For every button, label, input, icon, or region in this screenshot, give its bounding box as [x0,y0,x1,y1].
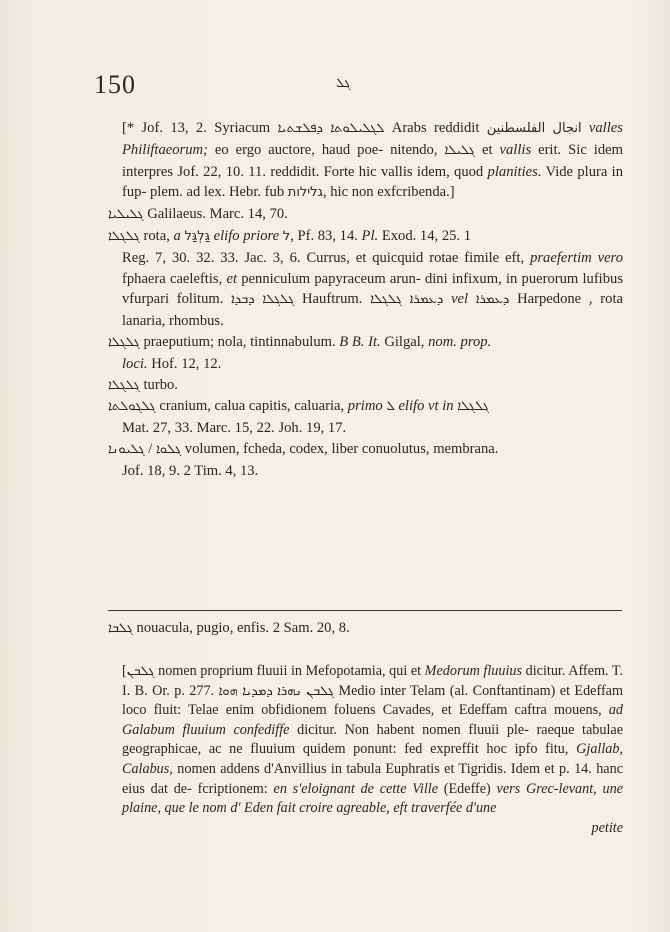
entry-text: fphaera caeleftis, [122,270,223,287]
headword: ܓܠܒܢ [126,664,155,679]
entry-text: Medio inter Telam (al. Conftantinam) et Edeffam loco fluit: Telae [122,682,624,719]
entry-italic: It. [368,333,381,350]
note-text: , hic non exfcribenda.] [322,184,455,201]
entry-rota [108,226,623,332]
headword: ܓܠܝܠܝܐ [108,207,144,223]
page-number: 150 [94,70,136,99]
entry-text: in tabula Euphratis et Tigridis. Idem et p. 14. hanc eius dat de- [122,760,623,797]
note-text: et [481,141,493,158]
entry-turbo [108,375,623,397]
entry-continuation: Mat. 27, 33. Marc. 15, 22. Joh. 19, 17. [122,420,347,437]
entry-continuation [108,354,623,375]
syriac-word: ܢܗܪܐ [277,683,302,699]
lower-entry-river [108,662,623,838]
note-italic: planities. [487,163,542,180]
entry-text: raeque tabulae geographicae, ac ne fluuium quidem ponunt: fed [122,721,624,758]
syriac-word: ܓܠܒܢ [306,683,335,699]
entry-italic: Gjallab, Calabus, [122,741,624,777]
note-text: nitendo, [390,141,438,158]
note-text: plem. ad lex. Hebr. fub [149,184,285,201]
arabic-word: الفلسطنين [486,121,546,136]
syriac-word: ܕܥܡܪܐ [475,292,510,308]
entry-text: turbo. [143,376,178,393]
syriac-word: ܓܠܓܠܐ [370,292,403,308]
entry-text: praeputium; nola, tintinnabulum. [143,333,336,350]
entry-italic: Galabum fluuium confediffe [122,721,290,738]
headword: ܓܠܓܠܐ [108,377,140,393]
entry-italic: praefertim vero [530,249,623,266]
syriac-word: ܓܠܝܠܐ [444,142,476,158]
hebrew-word: ל [282,228,291,244]
note-text: Vide plura in fup- [122,163,623,201]
entry-italic: en s'eloignant de cette Ville [273,780,439,797]
entry-italic: primo [347,398,383,415]
headword: ܓܠܓܘܠܬܐ [108,399,156,415]
note-paragraph [108,118,623,204]
headword: ܓܠܓܠܐ [108,334,140,350]
entry-text: Reg. 7, 30. 32. 33. Jac. 3, 6. Currus, et quicquid rotae fimile eft, [122,249,525,266]
hebrew-word: גלילות [287,185,323,201]
headword: ܓܠܓܠܐ [108,228,140,244]
entry-italic: Medorum [424,663,480,679]
running-head: ܓܠ [336,76,351,91]
entry-text: rhombus. [169,313,224,330]
entry-galilaeus [108,204,623,226]
entry-text: nomen proprium fluuii in Mefopotamia, qui et [158,663,422,679]
headword: ܓܠܒܐ [108,621,133,636]
note-text: erit. Sic idem interpres Jof. 22, 10. 11. [122,141,623,180]
headword: ܓܠܝܘܢܐ [108,441,145,457]
entry-praeputium [108,332,623,375]
section-divider [108,610,622,611]
entry-text: Harpedone , rota lanaria, [122,291,623,330]
entry-italic: elifo priore [213,227,280,244]
entry-italic: B B. [339,333,365,350]
entry-italic: vel [451,291,469,308]
main-text [108,118,623,482]
entry-text: enim obfidionem foluens Cavades, et Edeffam caftra mouens, [225,702,602,719]
entry-text: expreffit hoc ipfo fitu, [430,741,569,758]
entry-italic: elifo vt in [398,398,454,415]
syriac-word: ܕܦܠܫܬܝܐ [277,121,323,136]
entry-nouacula [108,618,623,640]
entry-italic: a [173,227,181,244]
entry-italic: ad [608,702,624,719]
syriac-word: ܗܘܐ [218,683,238,699]
entry-text: , Pf. 83, 14. [290,227,358,244]
note-text: eo ergo auctore, haud poe- [214,141,384,158]
syriac-word: ܠ [386,399,395,415]
entry-volumen: ܓܠܘܐ / ܓܠܝܘܢܐ volumen, fcheda, codex, liber conuolutus, membrana. Jof. 18, 9. 2 Tim. 4, 13. [108,439,623,482]
entry-italic: une plaine, que le nom d' Eden fait croire agreable, eft traverfée d'une [122,780,623,817]
entry-continuation: Jof. 18, 9. 2 Tim. 4, 13. [122,462,259,479]
catchword: petite [591,819,623,836]
entry-text: penniculum papyraceum arun- [241,270,421,287]
note-italic: vallis [499,141,532,158]
entry-text: Galilaeus. Marc. 14, 70. [147,206,288,223]
entry-italic: nom. prop. [428,333,492,350]
note-italic: valles Philiftaeorum; [122,120,623,158]
entry-text: dicitur. Non habent nomen fluuii ple- [297,721,529,738]
entry-italic: et [226,270,238,287]
note-text: [* Jof. 13, 2. Syriacum [122,120,271,136]
entry-text: dicitur. Affem. T. I. B. Or. p. 277. [122,663,624,699]
entry-text: Hauftrum. [302,291,363,308]
syriac-word: ܠܓܠܝܠܘܬܐ [330,121,385,136]
entry-text: Exod. 14, 25. 1 [381,227,472,244]
headword: ܓܠܘܐ [155,441,182,457]
entry-continuation [108,248,623,332]
entry-text: nomen addens d'Anvillius [177,760,327,777]
lower-entry-first [108,618,623,640]
syriac-word: ܓܠܓܠܐ [457,399,490,415]
hebrew-word: גַּלְגַּל [184,228,210,244]
syriac-word: ܕܡܕܝܐ [242,683,273,699]
entry-text: Gilgal, [384,333,425,350]
entry-italic: vers Grec-levant, [496,780,597,797]
entry-italic: fluuius [483,663,523,679]
entry-italic: loci. [122,355,148,372]
entry-text: dini infixum, in puerorum lufibus vfurpari folitum. [122,270,624,308]
entry-text: rota, [143,227,170,244]
entry-text: cranium, calua capitis, caluaria, [159,398,345,415]
note-text: reddidit. Forte hic vallis idem, quod [270,163,484,180]
entry-italic: Pl. [361,227,379,244]
entry-fluuius: [ܓܠܒܢ nomen proprium fluuii in Mefopotamia, qui et Medorum fluuius dicitur. Affem. T. I. B. Or. p. 277. ܓܠܒܢ ܢܗܪܐ ܕܡܕܝܐ ܗܘܐ Medio inter Telam (al. Conftantinam) et Edeffam loco fluit: Telae enim obfidionem foluens Cavades, et Edeffam caftra mouens, ad Galabum fluuium confediffe dicitur. Non habent nomen fluuii ple- raeque tabulae geographicae, ac ne fluuium quidem ponunt: fed expreffit hoc ipfo fitu, Gjallab, Calabus, nomen addens d'Anvillius in tabula Euphratis et Tigridis. Idem et p. 14. hanc eius dat de- fcriptionem: en s'eloignant de cette Ville (Edeffe) vers Grec-levant, une plaine, que le nom d' Eden fait croire agreable, eft traverfée d'une [122,663,624,817]
entry-text: (Edeffe) [443,780,491,797]
entry-cranium [108,396,623,439]
syriac-word: ܕܥܡܪܐ [409,292,444,308]
syriac-word: ܕܒܕܐ [231,292,255,308]
entry-text: volumen, fcheda, codex, liber conuolutus, membrana. [184,440,499,457]
entry-text: fcriptionem: [197,780,268,797]
note-text: Arabs reddidit [391,120,480,136]
entry-text: Hof. 12, 12. [151,355,222,372]
arabic-word: انجال [552,121,582,136]
entry-text: nouacula, pugio, enfis. 2 Sam. 20, 8. [136,620,350,636]
syriac-word: ܓܠܓܠܐ [262,292,295,308]
